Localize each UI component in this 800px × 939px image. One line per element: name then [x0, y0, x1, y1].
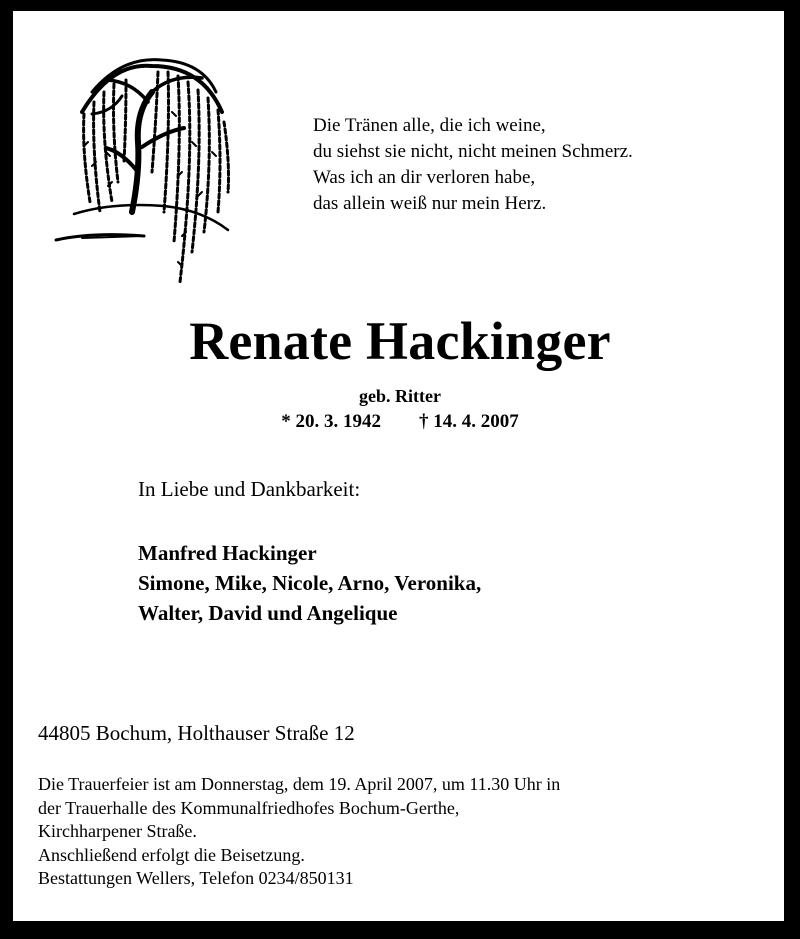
poem-line: Was ich an dir verloren habe, — [313, 167, 536, 188]
poem-line: das allein weiß nur mein Herz. — [313, 193, 547, 214]
notice-line: Anschließend erfolgt die Beisetzung. — [38, 844, 305, 865]
notice-line: Die Trauerfeier ist am Donnerstag, dem 19. April 2007, um 11.30 Uhr in — [38, 774, 561, 794]
mourners — [138, 538, 481, 628]
weeping-willow-icon — [52, 52, 238, 292]
mourner-line: Simone, Mike, Nicole, Arno, Veronika, — [138, 571, 482, 595]
funeral-notice — [38, 773, 560, 891]
poem — [313, 113, 633, 217]
poem-line: Die Tränen alle, die ich weine, — [313, 115, 546, 136]
life-dates — [0, 410, 800, 434]
address: 44805 Bochum, Holthauser Straße 12 — [38, 721, 355, 745]
dedication: In Liebe und Dankbarkeit: — [138, 477, 361, 501]
notice-line: Kirchharpener Straße. — [38, 821, 197, 841]
deceased-name: Renate Hackinger — [189, 311, 611, 371]
mourner-line: Walter, David und Angelique — [138, 601, 398, 625]
notice-line: der Trauerhalle des Kommunalfriedhofes Bochum-Gerthe, — [38, 797, 460, 818]
poem-line: du siehst sie nicht, nicht meinen Schmerz. — [313, 141, 633, 162]
maiden-name: geb. Ritter — [359, 386, 441, 406]
death-date: † 14. 4. 2007 — [419, 411, 519, 432]
mourner-line: Manfred Hackinger — [138, 541, 317, 565]
notice-line: Bestattungen Wellers, Telefon 0234/850131 — [38, 868, 354, 888]
birth-date: * 20. 3. 1942 — [281, 411, 381, 432]
